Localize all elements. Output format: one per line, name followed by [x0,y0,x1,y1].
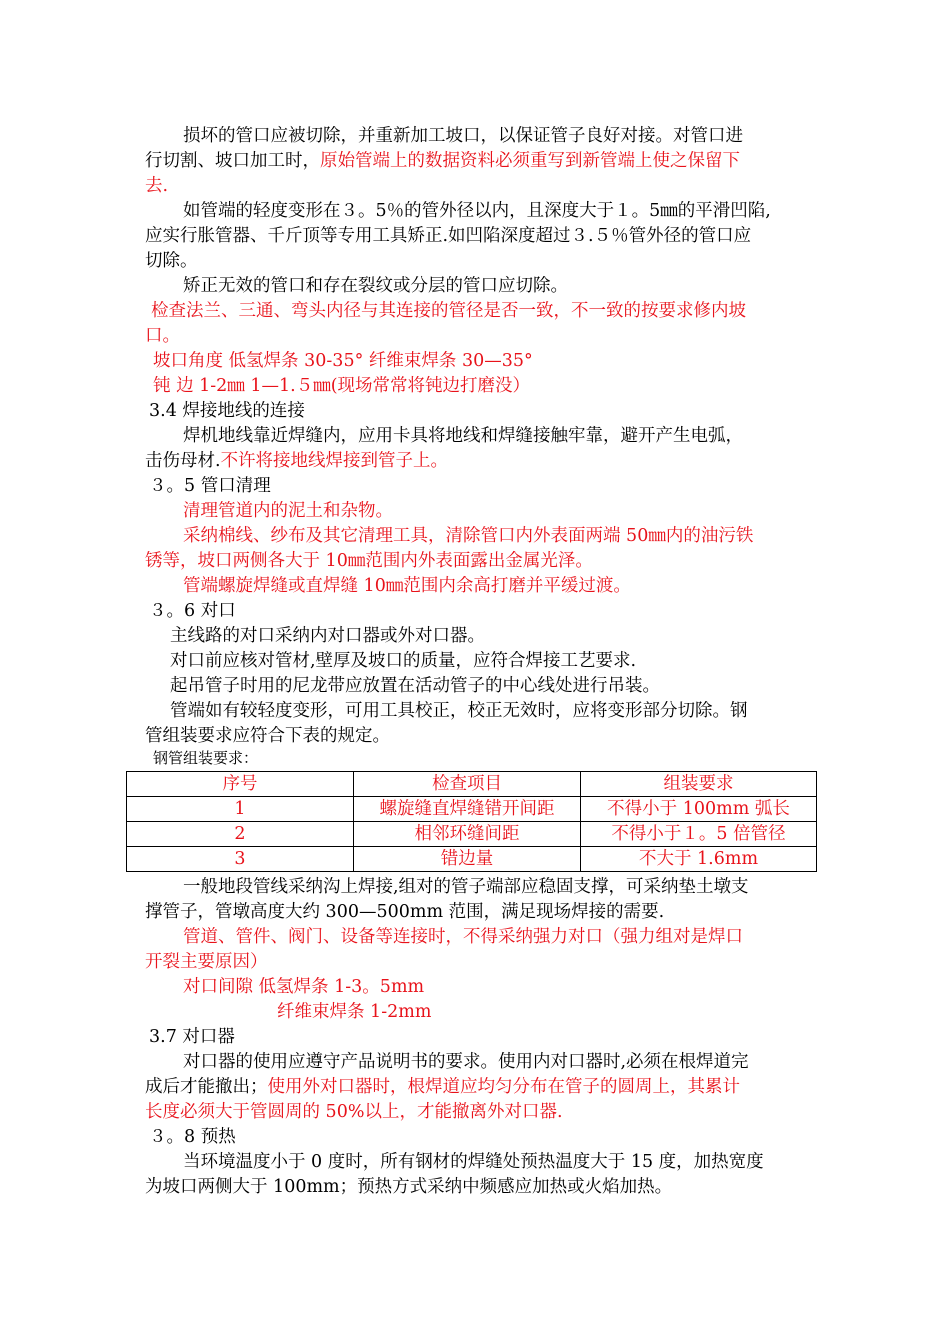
table-cell: 错边量 [354,847,581,872]
highlighted-text: 纤维束焊条 1-2mm [277,1002,432,1022]
highlighted-text: 采纳棉线、纱布及其它清理工具，清除管口内外表面两端 50㎜内的油污铁 [183,526,754,546]
body-text-segment: 对口前应核对管材,壁厚及坡口的质量，应符合焊接工艺要求. [170,651,637,671]
text-line [183,1050,749,1075]
body-text-segment: 损坏的管口应被切除，并重新加工坡口，以保证管子良好对接。对管口进 [183,126,743,146]
table-header-row [127,772,817,797]
body-text-segment: 成后才能撤出； [145,1077,268,1097]
highlighted-text: 清理管道内的泥土和杂物。 [183,501,393,521]
table-row [127,797,817,822]
table-cell: 螺旋缝直焊缝错开间距 [354,797,581,822]
text-line [145,149,740,174]
text-line [145,249,198,274]
text-line [145,900,664,925]
table-header-cell: 组装要求 [581,772,817,797]
body-text-segment: 主线路的对口采纳内对口器或外对口器。 [170,626,485,646]
text-line [145,324,180,349]
highlighted-text: 坡口角度 低氢焊条 30-35° 纤维束焊条 30—35° [153,351,533,371]
text-line [149,1125,236,1150]
table-cell: 相邻环缝间距 [354,822,581,847]
text-line [149,399,305,424]
body-text-segment: 撑管子，管墩高度大约 300—500mm 范围，满足现场焊接的需要. [145,902,665,922]
text-line [183,925,743,950]
text-line [183,875,749,900]
highlighted-text: 开裂主要原因） [145,952,268,972]
text-line [170,674,660,699]
highlighted-text: 检查法兰、三通、弯头内径与其连接的管径是否一致，不一致的按要求修内坡 [151,301,746,321]
body-text-segment: 为坡口两侧大于 100mm；预热方式采纳中频感应加热或火焰加热。 [145,1177,673,1197]
highlighted-text: 口。 [145,326,180,346]
text-line [277,1000,431,1025]
text-line [145,174,168,199]
body-text-segment: 管组装要求应符合下表的规定。 [145,726,390,746]
body-text-segment: 矫正无效的管口和存在裂纹或分层的管口应切除。 [183,276,568,296]
highlighted-text: 原始管端上的数据资料必须重写到新管端上使之保留下 [320,151,740,171]
table-cell: 不得小于１。5 倍管径 [581,822,817,847]
highlighted-text: 锈等，坡口两侧各大于 10㎜范围内外表面露出金属光泽。 [145,551,593,571]
highlighted-text: 管端螺旋焊缝或直焊缝 10㎜范围内余高打磨并平缓过渡。 [183,576,631,596]
text-line [145,1175,672,1200]
text-line [170,624,485,649]
highlighted-text: 钝 边 1-2㎜ 1—1.５㎜(现场常常将钝边打磨没） [153,376,531,396]
pipe-assembly-table [126,771,817,872]
body-text-segment: 焊机地线靠近焊缝内，应用卡具将地线和焊缝接触牢靠，避开产生电弧， [183,426,743,446]
table-cell: 3 [127,847,354,872]
body-text-segment: 行切割、坡口加工时， [145,151,320,171]
highlighted-text: 使用外对口器时，根焊道应均匀分布在管子的圆周上，其累计 [267,1077,740,1097]
table-cell: 2 [127,822,354,847]
text-line [149,474,271,499]
text-line [145,449,448,474]
text-line [183,975,424,1000]
table-cell: 1 [127,797,354,822]
body-text-segment: ３。6 对口 [149,601,236,621]
text-line [183,274,568,299]
highlighted-text: 去. [145,176,169,196]
table-row [127,822,817,847]
body-text-segment: 对口器的使用应遵守产品说明书的要求。使用内对口器时,必须在根焊道完 [183,1052,749,1072]
text-line [183,124,743,149]
table-cell: 不得小于 100mm 弧长 [581,797,817,822]
text-line [145,1075,740,1100]
table-caption: 钢管组装要求： [153,749,259,767]
body-text-segment: 击伤母材. [145,451,221,471]
body-text-segment: 管端如有较轻度变形，可用工具校正，校正无效时，应将变形部分切除。钢 [170,701,748,721]
text-line [145,1100,563,1125]
text-line [183,424,743,449]
text-line [183,199,771,224]
text-line [183,499,393,524]
body-text-segment: 当环境温度小于 0 度时，所有钢材的焊缝处预热温度大于 15 度，加热宽度 [183,1152,764,1172]
text-line [153,349,533,374]
text-line [149,1025,235,1050]
text-line [170,699,748,724]
body-text-segment: 应实行胀管器、千斤顶等专用工具矫正.如凹陷深度超过３.５％管外径的管口应 [145,226,752,246]
body-text-segment: ３。5 管口清理 [149,476,271,496]
body-text-segment: 切除。 [145,251,198,271]
body-text-segment: 3.7 对口器 [149,1027,235,1047]
text-line [183,1150,764,1175]
text-line [145,950,268,975]
table-row [127,847,817,872]
body-text-segment: 如管端的轻度变形在３。5％的管外径以内，且深度大于１。5㎜的平滑凹陷, [183,201,771,221]
table-header-cell: 序号 [127,772,354,797]
body-text-segment: 3.4 焊接地线的连接 [149,401,305,421]
highlighted-text: 对口间隙 低氢焊条 1-3。5mm [183,977,425,997]
text-line [170,649,636,674]
highlighted-text: 长度必须大于管圆周的 50%以上，才能撤离外对口器. [145,1102,563,1122]
text-line [153,374,530,399]
body-text-segment: 起吊管子时用的尼龙带应放置在活动管子的中心线处进行吊装。 [170,676,660,696]
text-line [145,549,593,574]
table-cell: 不大于 1.6mm [581,847,817,872]
text-line [149,599,236,624]
highlighted-text: 不许将接地线焊接到管子上。 [220,451,449,471]
body-text-segment: ３。8 预热 [149,1127,236,1147]
body-text-segment: 一般地段管线采纳沟上焊接,组对的管子端部应稳固支撑，可采纳垫土墩支 [183,877,749,897]
table-header-cell: 检查项目 [354,772,581,797]
highlighted-text: 管道、管件、阀门、设备等连接时，不得采纳强力对口（强力组对是焊口 [183,927,743,947]
text-line [151,299,746,324]
text-line [145,224,751,249]
text-line [183,574,631,599]
text-line [183,524,753,549]
